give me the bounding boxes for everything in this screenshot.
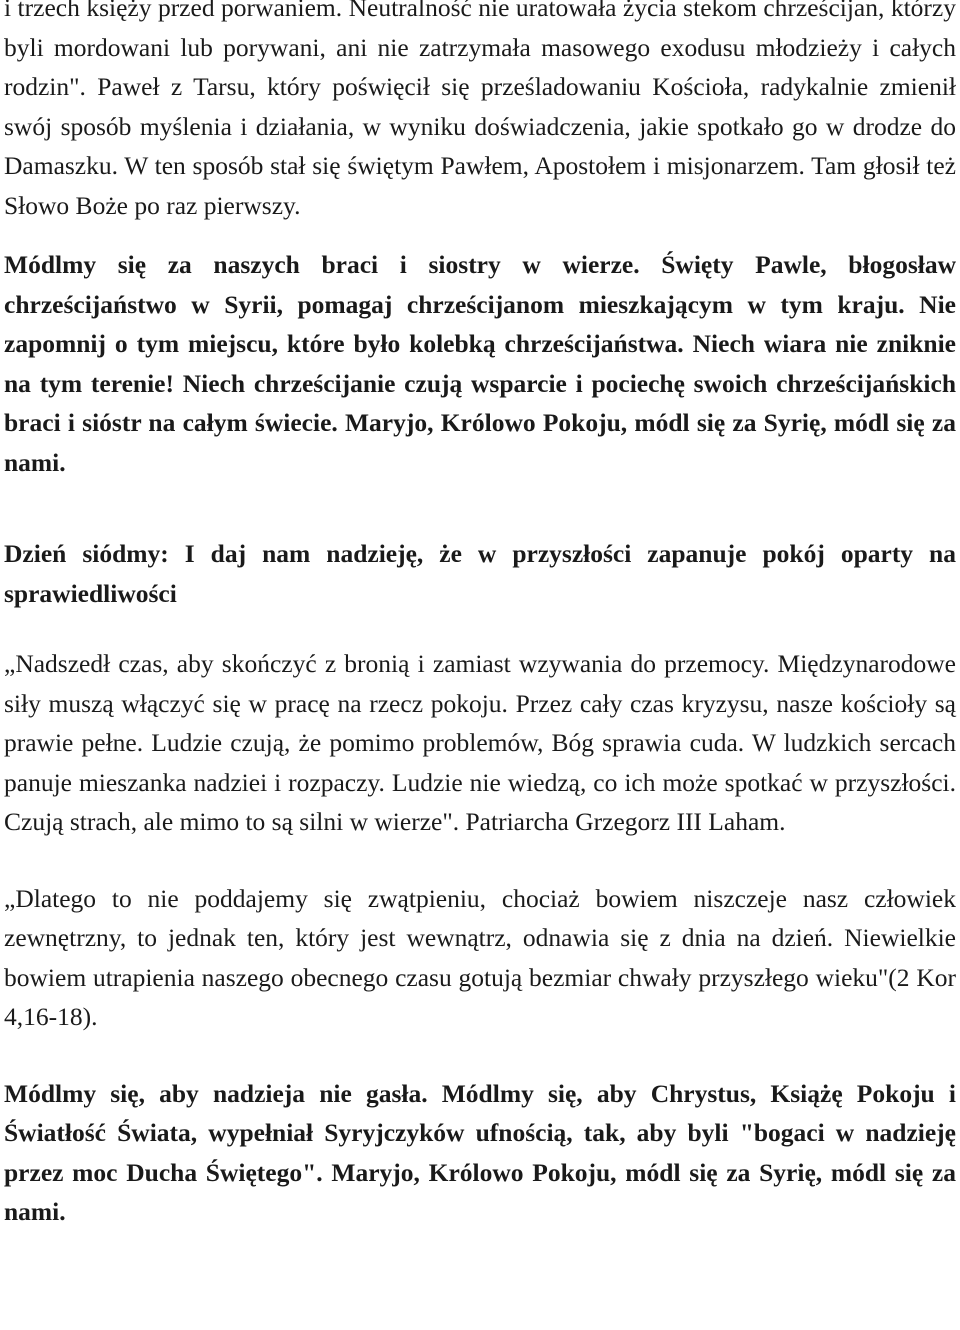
intro-paragraph: i trzech księży przed porwaniem. Neutralność nie uratowała życia stekom chrześcijan, którzy byli mordowani lub porywani, ani nie zatrzymała masowego exodusu młodzieży i całych rodzin". Paweł z Tarsu, który poświęcił się prześladowaniu Kościoła, radykalnie zmienił swój sposób myślenia i działania, w wyniku doświadczenia, jakie spotkało go w drodze do Damaszku. W ten sposób stał się świętym Pawłem, Apostołem i misjonarzem. Tam głosił też Słowo Boże po raz pierwszy. — [4, 0, 956, 220]
day-seven-heading: Dzień siódmy: I daj nam nadzieję, że w przyszłości zapanuje pokój oparty na sprawiedliwości — [4, 539, 956, 608]
scripture-quote-paragraph: „Dlatego to nie poddajemy się zwątpieniu, chociaż bowiem niszczeje nasz człowiek zewnętrzny, to jednak ten, który jest wewnątrz, odnawia się z dnia na dzień. Niewielkie bowiem utrapienia naszego obecnego czasu gotują bezmiar chwały przyszłego wieku"(2 Kor 4,16-18). — [4, 883, 956, 1031]
patriarch-quote-paragraph: „Nadszedł czas, aby skończyć z bronią i zamiast wzywania do przemocy. Międzynarodowe siły muszą włączyć się w pracę na rzecz pokoju. Przez cały czas kryzysu, nasze kościoły są prawie pełne. Ludzie czują, że pomimo problemów, Bóg sprawia cuda. W ludzkich sercach panuje mieszanka nadziei i rozpaczy. Ludzie nie wiedzą, co ich może spotkać w przyszłości. Czują strach, ale mimo to są silni w wierze". Patriarcha Grzegorz III Laham. — [4, 649, 956, 836]
prayer-paragraph-2: Módlmy się, aby nadzieja nie gasła. Módlmy się, aby Chrystus, Książę Pokoju i Światłość Świata, wypełniał Syryjczyków ufnością, tak, aby byli "bogaci w nadzieję przez moc Ducha Świętego". Maryjo, Królowo Pokoju, módl się za Syrię, módl się za nami. — [4, 1078, 956, 1226]
prayer-paragraph-1: Módlmy się za naszych braci i siostry w wierze. Święty Pawle, błogosław chrześcijaństwo w Syrii, pomagaj chrześcijanom mieszkającym w tym kraju. Nie zapomnij o tym miejscu, które było kolebką chrześcijaństwa. Niech wiara nie zniknie na tym terenie! Niech chrześcijanie czują wsparcie i pociechę swoich chrześcijańskich braci i sióstr na całym świecie. Maryjo, Królowo Pokoju, módl się za Syrię, módl się za nami. — [4, 250, 956, 477]
